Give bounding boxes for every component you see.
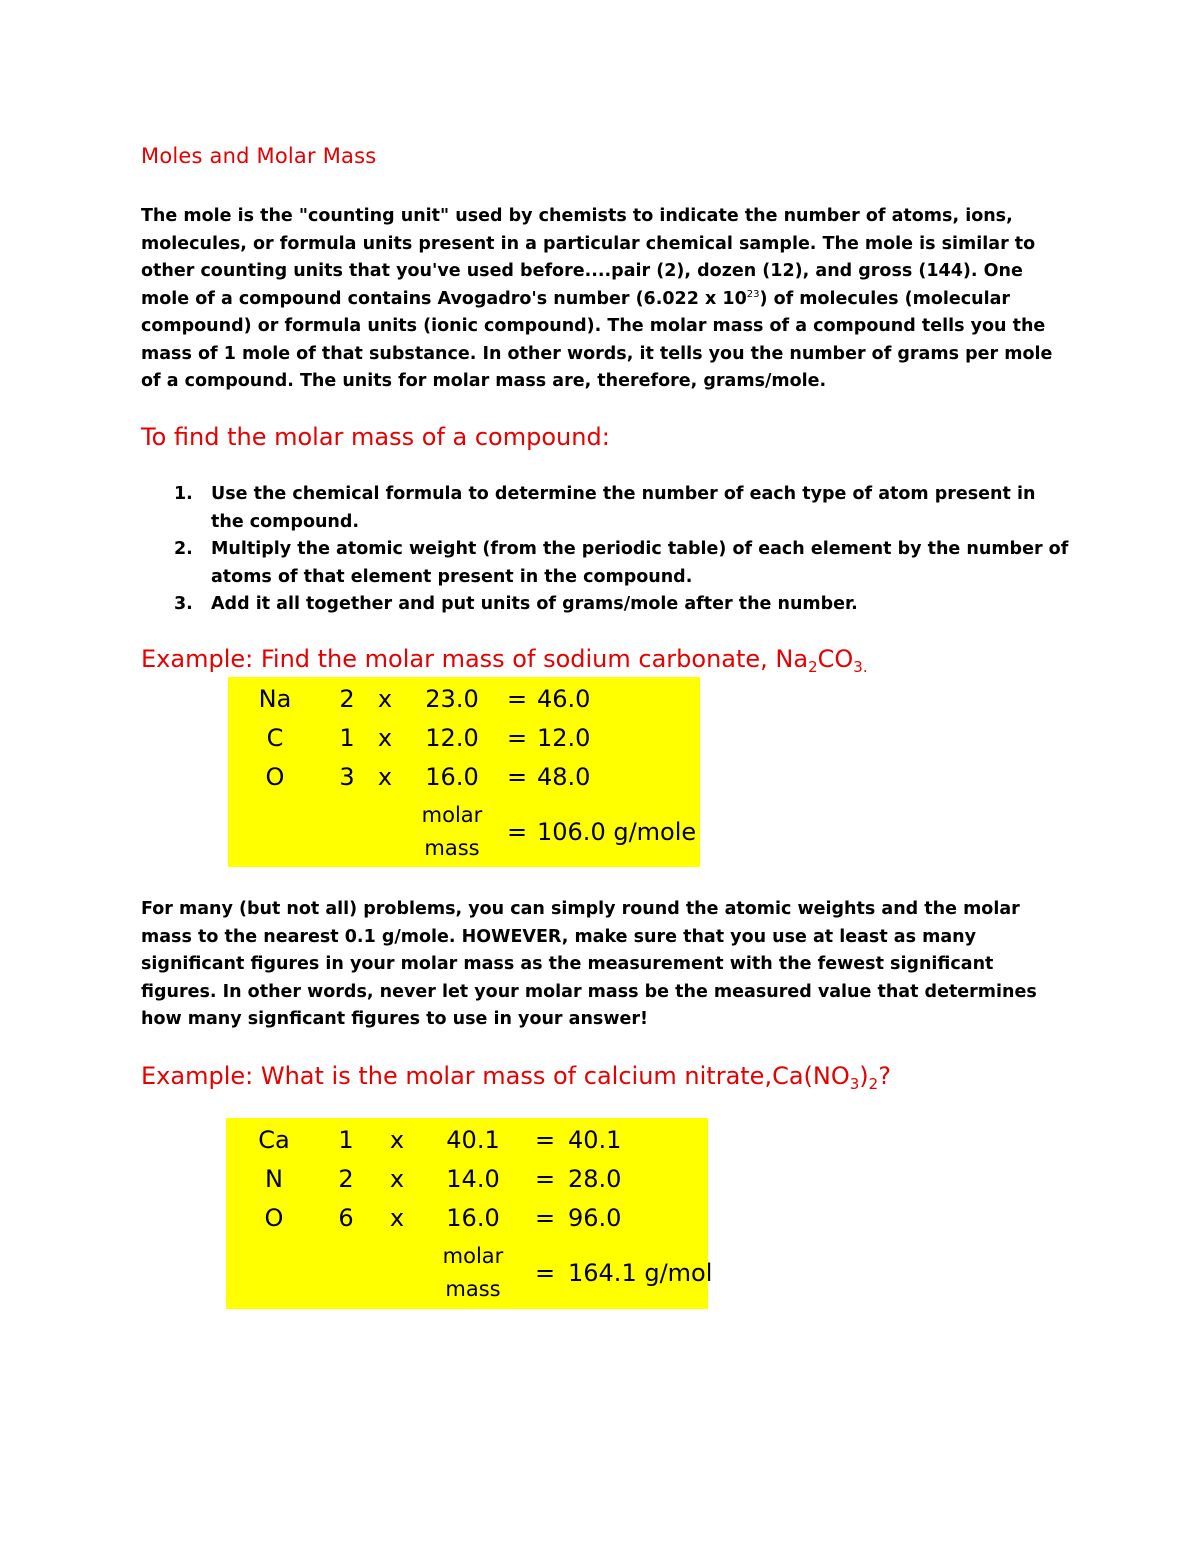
molar-mass-label-line-2: mass: [445, 1277, 501, 1301]
table-cell-equals: =: [506, 763, 528, 791]
table-cell-element: Ca: [258, 1126, 290, 1154]
list-item: [141, 536, 1071, 591]
table-cell-result: 28.0: [568, 1165, 622, 1193]
molar-mass-label-line-1: molar: [442, 1244, 504, 1268]
table-cell-count: 1: [338, 1126, 354, 1154]
table-cell-times: x: [377, 724, 393, 752]
table-cell-result: 46.0: [537, 685, 591, 713]
intro-text-part-2: ) of molecules (molecular compound) or formula units (ionic compound). The molar mass of a compound tells you the mass of 1 mole of that substance. In other words, it tells you the number of grams per mole of a compound. The units for molar mass are, therefore, grams/mole.: [141, 288, 1053, 391]
find-molar-mass-heading: To find the molar mass of a compound:: [141, 423, 610, 451]
step-text: Use the chemical formula to determine the number of each type of atom present in the compound.: [211, 484, 1036, 532]
molar-mass-label: [443, 1240, 504, 1306]
table-cell-element: Na: [258, 685, 292, 713]
list-item: [141, 481, 1071, 536]
table-cell-equals: =: [506, 724, 528, 752]
example-1-sub-2: 3.: [853, 658, 868, 676]
example-1-table: [228, 677, 700, 867]
example-2-formula-a: Ca(NO: [772, 1062, 850, 1090]
table-cell-times: x: [389, 1165, 405, 1193]
table-cell-weight: 12.0: [425, 724, 479, 752]
table-cell-result: 48.0: [537, 763, 591, 791]
table-cell-equals: =: [506, 818, 528, 846]
molar-mass-label-line-2: mass: [424, 836, 480, 860]
table-cell-equals: =: [534, 1126, 556, 1154]
example-2-formula-c: ?: [878, 1062, 891, 1090]
intro-text-part-1: The mole is the "counting unit" used by chemists to indicate the number of atoms, ions, molecules, or formula units present in a particular chemical sample. The mole is similar to other counting units that you've used before....pair (2), dozen (12), and gross (144). One mole of a compound contains Avogadro's number (6.022 x 10: [141, 206, 1036, 309]
table-cell-weight: 14.0: [446, 1165, 500, 1193]
table-cell-count: 6: [338, 1204, 354, 1232]
example-2-table: [226, 1118, 713, 1309]
example-2-sub-1: 3: [849, 1075, 860, 1093]
example-1-formula-mid: CO: [817, 645, 854, 673]
table-cell-element: O: [265, 763, 285, 791]
page-title: Moles and Molar Mass: [141, 144, 377, 168]
example-2-sub-2: 2: [868, 1075, 879, 1093]
example-2-heading: [141, 1062, 891, 1093]
table-cell-weight: 16.0: [446, 1204, 500, 1232]
table-cell-weight: 23.0: [425, 685, 479, 713]
intro-paragraph: [141, 203, 1061, 396]
table-cell-element: O: [264, 1204, 284, 1232]
table-cell-times: x: [389, 1204, 405, 1232]
molar-mass-total: 164.1 g/mol: [568, 1259, 713, 1287]
step-number: 1.: [174, 484, 193, 504]
table-cell-equals: =: [534, 1259, 556, 1287]
table-cell-count: 1: [339, 724, 355, 752]
table-cell-times: x: [389, 1126, 405, 1154]
table-cell-equals: =: [534, 1165, 556, 1193]
molar-mass-label: [422, 799, 483, 865]
table-cell-element: C: [266, 724, 284, 752]
avogadro-exponent: 23: [746, 288, 760, 300]
table-cell-equals: =: [534, 1204, 556, 1232]
table-cell-count: 2: [339, 685, 355, 713]
molar-mass-label-line-1: molar: [421, 803, 483, 827]
example-1-heading-text: Example: Find the molar mass of sodium carbonate, Na: [141, 645, 809, 673]
list-item: [141, 591, 1071, 619]
table-cell-times: x: [377, 763, 393, 791]
example-1-sub-1: 2: [808, 658, 818, 676]
table-cell-weight: 40.1: [446, 1126, 500, 1154]
step-number: 3.: [174, 594, 193, 614]
table-cell-result: 96.0: [568, 1204, 622, 1232]
example-2-formula-b: ): [859, 1062, 869, 1090]
table-cell-result: 12.0: [537, 724, 591, 752]
table-cell-count: 3: [339, 763, 355, 791]
example-2-heading-text: Example: What is the molar mass of calcium nitrate,: [141, 1062, 773, 1090]
molar-mass-total: 106.0 g/mole: [537, 818, 697, 846]
example-1-heading: [141, 645, 868, 676]
table-cell-result: 40.1: [568, 1126, 622, 1154]
table-cell-times: x: [377, 685, 393, 713]
step-number: 2.: [174, 539, 193, 559]
table-cell-equals: =: [506, 685, 528, 713]
step-text: Add it all together and put units of grams/mole after the number.: [211, 594, 858, 614]
table-cell-weight: 16.0: [425, 763, 479, 791]
steps-list: [141, 481, 1071, 619]
step-text: Multiply the atomic weight (from the periodic table) of each element by the number of atoms of that element present in the compound.: [211, 539, 1069, 587]
rounding-note-paragraph: For many (but not all) problems, you can simply round the atomic weights and the molar mass to the nearest 0.1 g/mole. HOWEVER, make sure that you use at least as many significant figures in your molar mass as the measurement with the fewest significant figures. In other words, never let your molar mass be the measured value that determines how many signficant figures to use in your answer!: [141, 899, 1037, 1029]
table-cell-count: 2: [338, 1165, 354, 1193]
table-cell-element: N: [265, 1165, 283, 1193]
